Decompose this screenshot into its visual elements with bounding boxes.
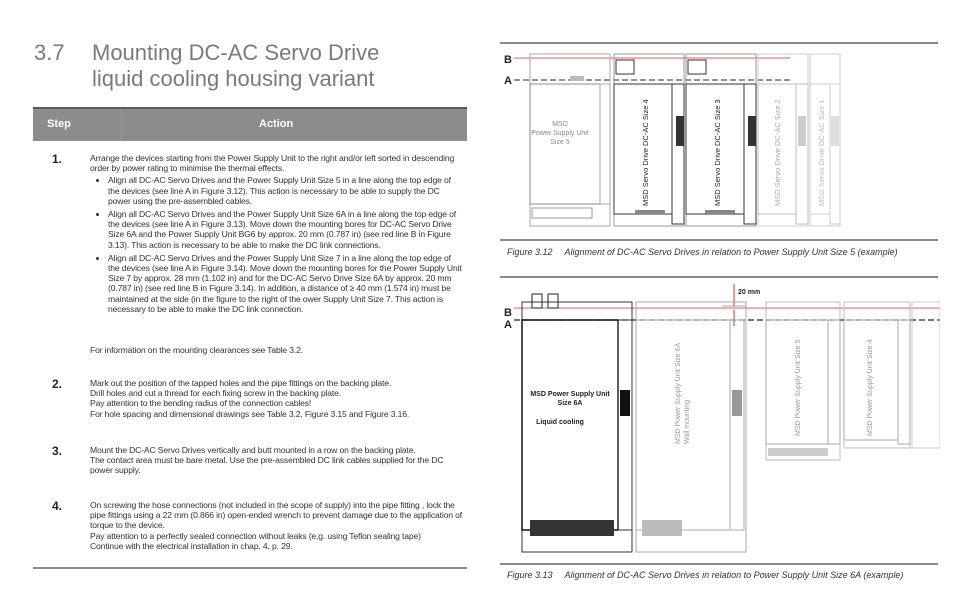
text-line: Pay attention to a perfectly sealed connection without leaks (e.g. using Teflon sealing tape) xyxy=(90,530,421,541)
header-step: Step xyxy=(47,118,71,130)
figure-3-13-caption xyxy=(507,570,903,580)
psu-label-line-3: Size 5 xyxy=(550,139,570,146)
psu-size-6a-wall xyxy=(636,302,746,552)
label-b: B xyxy=(504,307,512,319)
unit-5-label: MSD Power Supply Unit Size 5 xyxy=(795,339,802,436)
table-header xyxy=(33,107,467,141)
label-b: B xyxy=(504,54,512,66)
figure-top-rule xyxy=(500,276,938,278)
section-title xyxy=(92,40,379,92)
step-number: 4. xyxy=(52,499,63,513)
list-item: • Align all DC-AC Servo Drives and the Power Supply Unit Size 5 in a line along the top edge of the devices (see line A in Figure 3.12). This action is necessary to be able to supply the DC power using the pre-assembled cables. xyxy=(108,175,462,206)
psu-label-line-1: MSD Power Supply Unit xyxy=(530,391,610,398)
text-line: Drill holes and cut a thread for each fixing screw in the backing plate. xyxy=(90,388,341,399)
header-action: Action xyxy=(259,118,294,130)
drive-label: MSD Servo Drive DC-AC Size 3 xyxy=(713,99,722,206)
psu-label-line-2: Power Supply Unit xyxy=(531,130,589,137)
psu-label-line-2: Size 6A xyxy=(557,400,583,407)
figure-3-12-caption xyxy=(507,247,898,257)
step-number: 3. xyxy=(52,444,63,458)
psu-size-5 xyxy=(766,302,840,460)
figure-3-13 xyxy=(500,280,940,566)
step-1-bullets xyxy=(90,175,462,314)
figure-3-12 xyxy=(500,46,940,242)
section-title-line-2: liquid cooling housing variant xyxy=(92,66,375,91)
section-number: 3.7 xyxy=(34,40,65,65)
figure-bottom-rule xyxy=(500,563,938,565)
text-line: Mount the DC-AC Servo Drives vertically and butt mounted in a row on the backing plate. xyxy=(90,445,416,455)
step-3-action xyxy=(90,445,462,476)
dimension-label: 20 mm xyxy=(738,289,761,296)
drive-label: MSD Servo Drive DC-AC Size 1 xyxy=(817,99,826,206)
psu-label-line-3: Liquid cooling xyxy=(536,419,584,426)
caption-number: Figure 3.13 xyxy=(507,570,553,580)
step-number: 2. xyxy=(52,377,63,391)
section-title-line-1: Mounting DC-AC Servo Drive xyxy=(92,40,380,65)
text-line: The contact area must be bare metal. Use the pre-assembled DC link cables supplied for the DC power supply. xyxy=(90,455,444,476)
text-line: On screwing the hose connections (not included in the scope of supply) into the pipe fitting , lock the pipe fittings using a 22 mm (0.866 in) open-ended wrench to prevent damage due to the application of torque to the device. xyxy=(90,500,462,531)
drive-label: MSD Servo Drive DC-AC Size 2 xyxy=(773,99,782,206)
step-1-action xyxy=(90,153,462,317)
header-divider xyxy=(121,109,122,141)
step-4-action xyxy=(90,500,462,551)
label-a: A xyxy=(504,319,512,331)
unit-4-label: MSD Power Supply Unit Size 4 xyxy=(867,339,874,436)
wall-label-line-1: MSD Power Supply Unit Size 6A xyxy=(675,342,682,444)
drive-size-2 xyxy=(758,54,808,226)
list-item: • Align all DC-AC Servo Drives and the Power Supply Unit Size 6A in a line along the top edge of the devices (see line A in Figure 3.13). Move down the mounting bores for DC-AC Servo Drive Size 6A and the Power Supply Unit BG6 by approx. 20 mm (0.787 in) (see red line B in Figure 3.13). This action is necessary to be able to make the DC link connections. xyxy=(108,209,462,250)
psu-size-4 xyxy=(844,302,940,448)
step-1-note: For information on the mounting clearances see Table 3.2. xyxy=(90,345,303,355)
text-line: For hole spacing and dimensional drawings see Table 3.2, Figure 3.15 and Figure 3.16. xyxy=(90,408,410,419)
figure-top-rule xyxy=(500,42,938,44)
drive-label: MSD Servo Drive DC-AC Size 4 xyxy=(641,99,650,206)
label-a: A xyxy=(504,75,512,87)
psu-label-line-1: MSD xyxy=(552,121,568,128)
caption-number: Figure 3.12 xyxy=(507,247,553,257)
text-line: Pay attention to the bending radius of the connection cables! xyxy=(90,398,312,409)
text-line: Mark out the position of the tapped holes and the pipe fittings on the backing plate. xyxy=(90,378,392,388)
caption-text: Alignment of DC-AC Servo Drives in relation to Power Supply Unit Size 5 (example) xyxy=(564,247,898,257)
step-2-action xyxy=(90,378,462,419)
text-line: Continue with the electrical installation in chap. 4, p. 29. xyxy=(90,540,293,551)
figure-bottom-rule xyxy=(500,239,938,241)
step-number: 1. xyxy=(52,152,63,166)
caption-text: Alignment of DC-AC Servo Drives in relation to Power Supply Unit Size 6A (example) xyxy=(564,570,904,580)
step-1-intro: Arrange the devices starting from the Power Supply Unit to the right and/or left sorted in descending order by power rating to minimise the thermal effects. xyxy=(90,153,455,174)
list-item: • Align all DC-AC Servo Drives and the Power Supply Unit Size 7 in a line along the top edge of the devices (see line A in Figure 3.14). Move down the mounting bores for the Power Supply Unit Size 7 by approx. 28 mm (1.102 in) and for the DC-AC Servo Drive Size 6A by approx. 20 mm (0.787 in) (see red line B in Figure 3.14). In addition, a distance of ≥ 40 mm (1.574 in) must be maintained at the side (in the figure to the right of the ower Supply Unit Size 7. This action is necessary to be able to make the DC link connection. xyxy=(108,253,462,314)
table-bottom-rule xyxy=(33,567,467,569)
wall-label-line-2: Wall mounting xyxy=(684,399,691,444)
